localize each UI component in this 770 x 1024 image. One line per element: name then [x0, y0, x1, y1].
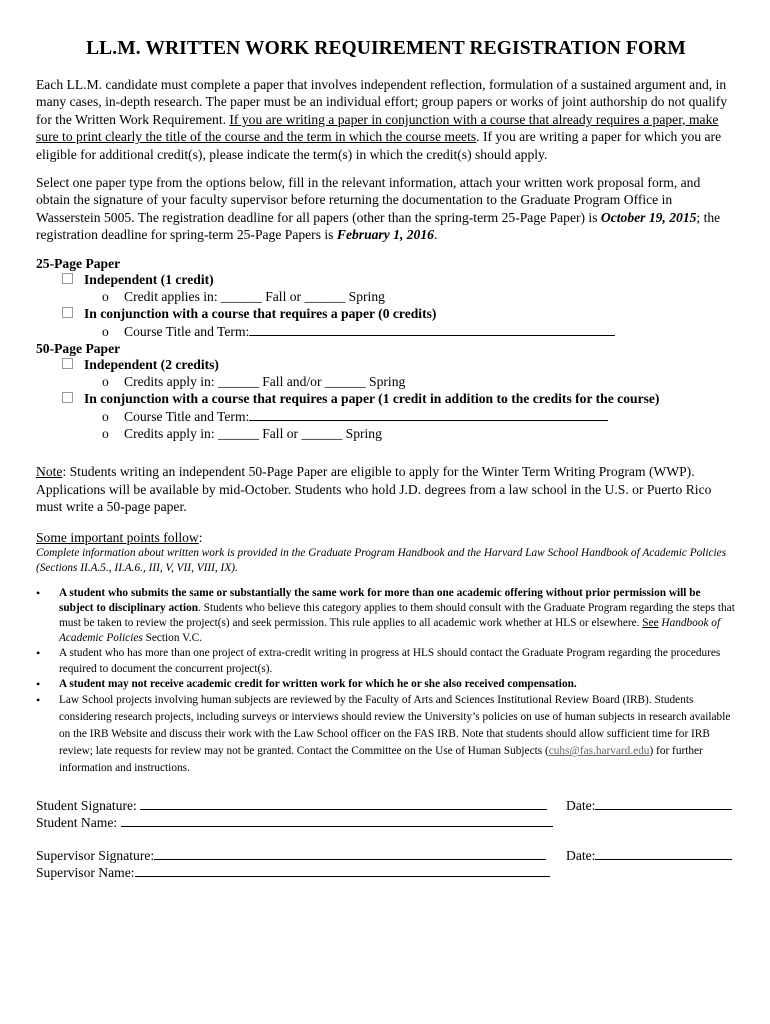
intro-text-end: . If you are writing a paper for which you are eligible for additional credit(s), please indicate the term(s) in which the credit(s) should apply.: [36, 129, 722, 162]
fill-line[interactable]: [595, 847, 732, 860]
paper25-course-option[interactable]: [36, 306, 736, 323]
checkbox[interactable]: [62, 358, 73, 369]
email-link[interactable]: cuhs@fas.harvard.edu: [548, 745, 650, 758]
paper50-course-title-field[interactable]: [36, 408, 736, 426]
field-label: Student Name:: [36, 815, 121, 830]
field-label: Supervisor Name:: [36, 865, 135, 880]
intro-underlined-text: If you are writing a paper in conjunction with a course that already requires a paper, make sure to print clearly the title of the course and the term in which the course meets: [36, 111, 719, 145]
point-text: A student who has more than one project of extra-credit writing in progress at HLS should contact the Graduate Program regarding the procedures required to document the concurrent project(s).: [59, 647, 721, 675]
fill-line[interactable]: [249, 408, 608, 421]
point-text-end: Section V.C.: [142, 632, 202, 645]
fill-line[interactable]: [595, 797, 732, 810]
fill-line[interactable]: [140, 797, 547, 810]
paper50-independent-option[interactable]: [36, 357, 736, 374]
points-list: [36, 586, 736, 777]
paper50-credit-term-field-2[interactable]: [36, 426, 736, 443]
note-text: : Students writing an independent 50-Page Paper are eligible to apply for the Winter Term Writing Program (WWP). Applications will be available by mid-October. Students who hold J.D. degrees from a law school in the U.S. or Puerto Rico must write a 50-page paper.: [36, 464, 712, 515]
checkbox[interactable]: [62, 273, 73, 284]
paper25-heading: 25-Page Paper: [36, 255, 121, 271]
paper25-course-title-field[interactable]: [36, 323, 736, 341]
paper-options: [36, 256, 736, 443]
circle-bullet-icon: o: [102, 425, 109, 441]
instructions-paragraph: [36, 174, 736, 244]
paper50-credit-term-field[interactable]: [36, 374, 736, 391]
intro-paragraph: [36, 76, 736, 163]
point-text: Law School projects involving human subjects are reviewed by the Faculty of Arts and Sciences Institutional Review Board (IRB). Students considering research projects, including surveys or interviews should review the University’s policies on use of human subjects in research available on the IRB Website and discuss their work with the Law School officer on the FAS IRB. Note that students should allow sufficient time for IRB review; late requests for review may not be granted. Contact the Committee on the Use of Human Subjects (: [59, 694, 731, 758]
note-paragraph: [36, 463, 736, 515]
field-label: Student Signature:: [36, 798, 141, 813]
supervisor-name-field[interactable]: [36, 864, 550, 881]
points-heading-text: Some important points follow: [36, 529, 199, 545]
deadline-date-2: February 1, 2016: [336, 227, 434, 243]
field-label: Date:: [566, 798, 596, 813]
option-label: Independent (2 credits): [84, 357, 219, 373]
fill-line[interactable]: [154, 847, 546, 860]
point-bold-text: A student who submits the same or substantially the same work for more than one academic offering without prior permission will be subject to disciplinary action: [59, 586, 701, 614]
points-heading: [36, 530, 736, 546]
option-label: Independent (1 credit): [84, 272, 214, 288]
field-label: Course Title and Term:: [124, 323, 250, 339]
list-item: [36, 646, 736, 676]
handbook-reference: Handbook of Academic Policies: [59, 617, 721, 645]
point-text-end: ) for further information and instructions.: [59, 745, 703, 775]
point-bold-text: A student may not receive academic credit for written work for which he or she also received compensation.: [59, 677, 577, 690]
intro-text: Each LL.M. candidate must complete a paper that involves independent reflection, formulation of a sustained argument and, in many cases, in-depth research. The paper must be an individual effort; group papers or works of joint authorship do not qualify for the Written Work Requirement.: [36, 77, 728, 127]
supervisor-signature-field[interactable]: [36, 847, 546, 864]
field-label: Supervisor Signature:: [36, 848, 155, 863]
deadline-date-1: October 19, 2015: [600, 209, 697, 225]
note-label: Note: [36, 464, 63, 480]
paper25-independent-option[interactable]: [36, 272, 736, 289]
circle-bullet-icon: o: [102, 323, 109, 339]
list-item: [36, 586, 736, 647]
circle-bullet-icon: o: [102, 408, 109, 424]
point-text: . Students who believe this category applies to them should consult with the Graduate Program regarding the steps that must be taken to review the project(s) and seek permission. This rule applies to all academic work whether at HLS or elsewhere.: [59, 601, 735, 630]
fill-line[interactable]: [249, 323, 615, 336]
paper50-heading: 50-Page Paper: [36, 340, 121, 356]
points-heading-colon: :: [198, 529, 203, 545]
paper50-course-option[interactable]: [36, 391, 736, 408]
option-label: In conjunction with a course that requires a paper (1 credit in addition to the credits for the course): [84, 391, 660, 407]
form-page: [36, 38, 736, 777]
checkbox[interactable]: [62, 392, 73, 403]
student-name-field[interactable]: [36, 814, 553, 831]
instructions-text-mid: ; the registration deadline for spring-term 25-Page Papers is: [36, 209, 721, 243]
circle-bullet-icon: o: [102, 374, 109, 390]
field-label: Date:: [566, 848, 596, 863]
instructions-text-end: .: [433, 227, 438, 243]
paper25-credit-term-field[interactable]: [36, 289, 736, 306]
list-item: [36, 692, 736, 777]
circle-bullet-icon: o: [102, 289, 109, 305]
form-title: LL.M. WRITTEN WORK REQUIREMENT REGISTRATION FORM: [86, 38, 686, 59]
student-signature-field[interactable]: [36, 797, 547, 814]
field-label: Credits apply in: ______ Fall or ______ Spring: [124, 425, 382, 441]
points-intro: Complete information about written work is provided in the Graduate Program Handbook and the Harvard Law School Handbook of Academic Policies (Sections II.A.5., II.A.6., III, V, VII, VIII, IX).: [36, 546, 727, 575]
list-item: [36, 677, 736, 692]
fill-line[interactable]: [135, 864, 550, 877]
field-label: Course Title and Term:: [124, 408, 250, 424]
supervisor-date-field[interactable]: [566, 847, 732, 864]
fill-line[interactable]: [121, 814, 553, 827]
student-date-field[interactable]: [566, 797, 732, 814]
field-label: Credit applies in: ______ Fall or ______ Spring: [124, 289, 385, 305]
instructions-text: Select one paper type from the options below, fill in the relevant information, attach your written work proposal form, and obtain the signature of your faculty supervisor before returning the documentation to the Graduate Program Office in Wasserstein 5005. The registration deadline for all papers (other than the spring-term 25-Page Paper) is: [36, 175, 701, 225]
checkbox[interactable]: [62, 307, 73, 318]
field-label: Credits apply in: ______ Fall and/or ______ Spring: [124, 374, 406, 390]
see-reference: See: [642, 617, 659, 630]
option-label: In conjunction with a course that requires a paper (0 credits): [84, 306, 437, 322]
